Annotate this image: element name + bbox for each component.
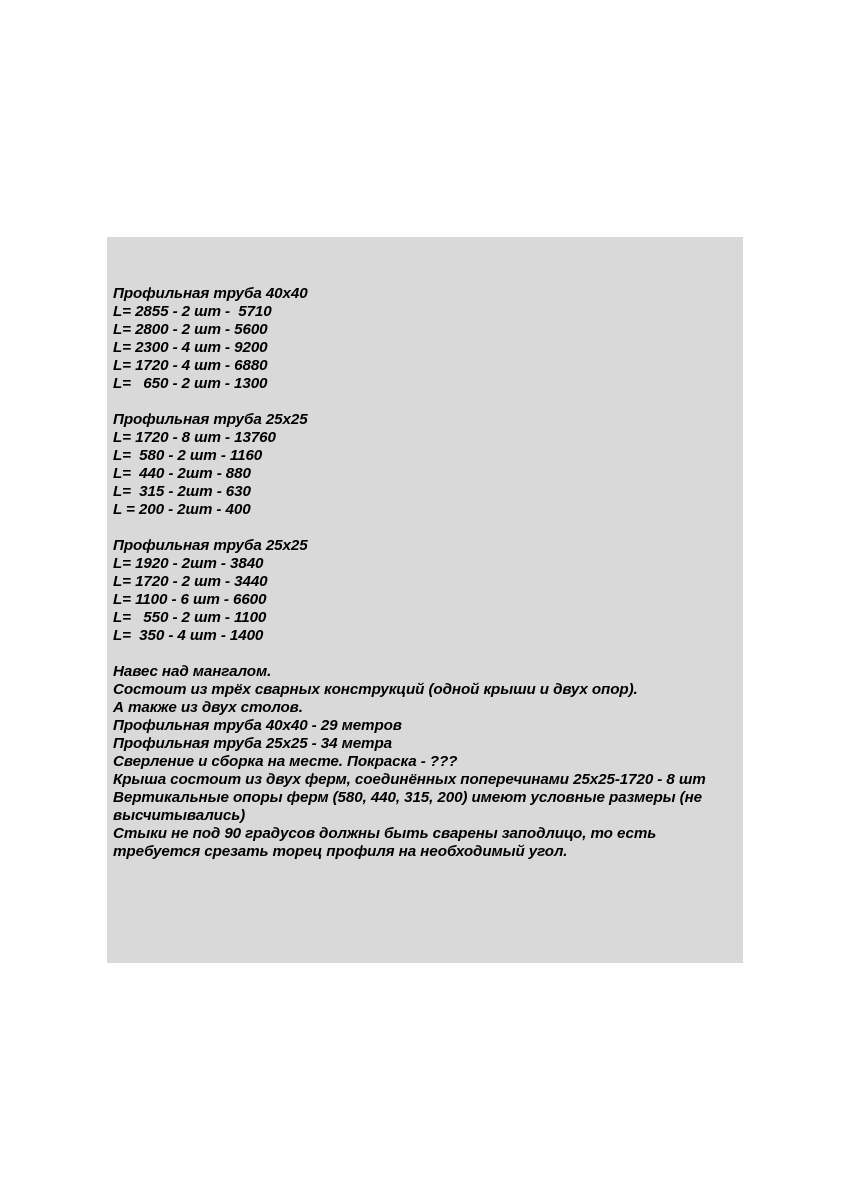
note-line: А также из двух столов. — [113, 699, 303, 716]
section-notes — [113, 663, 743, 861]
spec-line: L= 1720 - 2 шт - 3440 — [113, 573, 268, 590]
spec-line: L= 350 - 4 шт - 1400 — [113, 627, 264, 644]
spec-line: L= 2300 - 4 шт - 9200 — [113, 339, 268, 356]
section-title: Профильная труба 25х25 — [113, 537, 308, 554]
note-line: Вертикальные опоры ферм (580, 440, 315, 200) имеют условные размеры (не высчитывались) — [113, 789, 707, 824]
spec-line: L= 2800 - 2 шт - 5600 — [113, 321, 268, 338]
note-line: Навес над мангалом. — [113, 663, 272, 680]
section-pipe-40x40 — [113, 285, 743, 393]
note-line: Состоит из трёх сварных конструкций (одной крыши и двух опор). — [113, 681, 638, 698]
spec-line: L= 550 - 2 шт - 1100 — [113, 609, 267, 626]
spec-line: L= 440 - 2шт - 880 — [113, 465, 251, 482]
spec-line: L = 200 - 2шт - 400 — [113, 501, 251, 518]
document-text — [113, 285, 743, 861]
note-line: Крыша состоит из двух ферм, соединённых поперечинами 25х25-1720 - 8 шт — [113, 771, 706, 788]
spec-line: L= 1100 - 6 шт - 6600 — [113, 591, 267, 608]
spec-line: L= 650 - 2 шт - 1300 — [113, 375, 268, 392]
note-line: Сверление и сборка на месте. Покраска - ??? — [113, 753, 458, 770]
note-line: Профильная труба 25х25 - 34 метра — [113, 735, 392, 752]
spec-line: L= 580 - 2 шт - 1160 — [113, 447, 263, 464]
section-pipe-25x25-first — [113, 411, 743, 519]
section-title: Профильная труба 25х25 — [113, 411, 308, 428]
section-title: Профильная труба 40х40 — [113, 285, 308, 302]
note-line: Профильная труба 40х40 - 29 метров — [113, 717, 402, 734]
section-pipe-25x25-second — [113, 537, 743, 645]
spec-line: L= 1920 - 2шт - 3840 — [113, 555, 264, 572]
spec-line: L= 315 - 2шт - 630 — [113, 483, 251, 500]
spec-line: L= 1720 - 4 шт - 6880 — [113, 357, 268, 374]
spec-line: L= 2855 - 2 шт - 5710 — [113, 303, 272, 320]
note-line: Стыки не под 90 градусов должны быть сварены заподлицо, то есть требуется срезать торец профиля на необходимый угол. — [113, 825, 661, 860]
spec-line: L= 1720 - 8 шт - 13760 — [113, 429, 276, 446]
